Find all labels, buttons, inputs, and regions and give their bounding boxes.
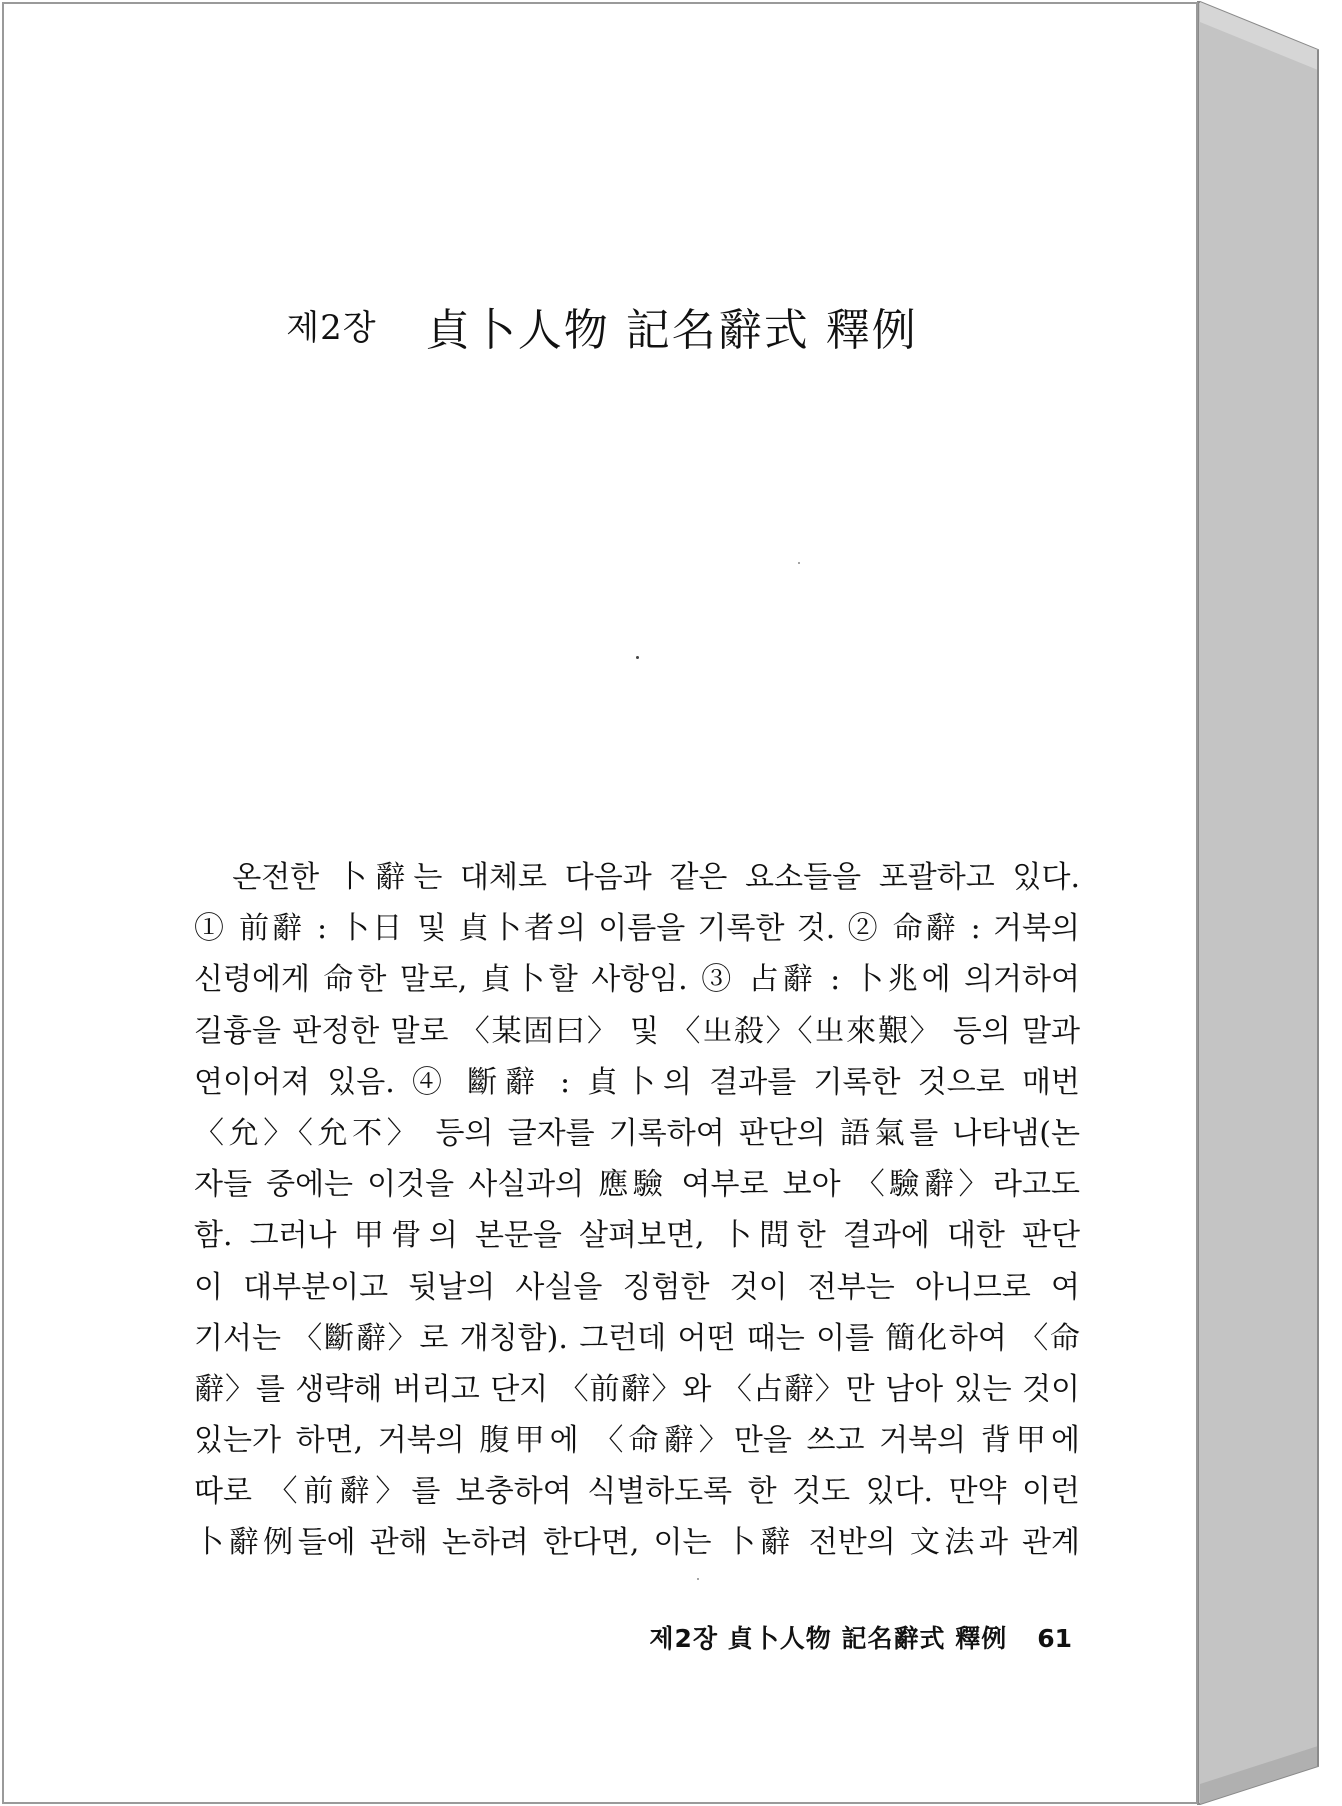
text-line: 신령에게 命한 말로, 貞卜할 사항임. ③ 占辭 : 卜兆에 의거하여 (194, 962, 1080, 998)
text-line: 온전한 卜辭는 대체로 다음과 같은 요소들을 포괄하고 있다. (194, 860, 1080, 895)
scan-speck (697, 1578, 699, 1580)
footer-running-title: 제2장 貞卜人物 記名辭式 釋例 (649, 1624, 1008, 1653)
scan-speck (636, 656, 639, 659)
text-line: ① 前辭 : 卜日 및 貞卜者의 이름을 기록한 것. ② 命辭 : 거북의 (194, 911, 1080, 947)
text-line: 있는가 하면, 거북의 腹甲에 〈命辭〉만을 쓰고 거북의 背甲에 (194, 1423, 1080, 1459)
text-line: 辭〉를 생략해 버리고 단지 〈前辭〉와 〈占辭〉만 남아 있는 것이 (194, 1371, 1080, 1407)
page-number: 61 (1037, 1624, 1072, 1653)
text-line: 따로 〈前辭〉를 보충하여 식별하도록 한 것도 있다. 만약 이런 (194, 1474, 1080, 1510)
page-sheet (2, 2, 1198, 1804)
text-line: 기서는 〈斷辭〉로 개칭함). 그런데 어떤 때는 이를 簡化하여 〈命 (194, 1320, 1080, 1356)
text-line: 자들 중에는 이것을 사실과의 應驗 여부로 보아 〈驗辭〉라고도 (194, 1167, 1080, 1203)
text-line: 〈允〉〈允不〉 등의 글자를 기록하여 판단의 語氣를 나타냄(논 (194, 1115, 1080, 1151)
chapter-heading (4, 294, 1200, 358)
body-paragraph (194, 852, 1080, 1569)
chapter-title: 貞卜人物 記名辭式 釋例 (425, 305, 918, 356)
scan-speck (798, 562, 800, 564)
chapter-number: 제2장 (286, 308, 377, 348)
text-line: 길흉을 판정한 말로 〈某固曰〉 및 〈㞢殺〉〈㞢來艱〉 등의 말과 (194, 1013, 1080, 1049)
text-line: 연이어져 있음. ④ 斷辭 : 貞卜의 결과를 기록한 것으로 매번 (194, 1064, 1080, 1100)
running-footer (564, 1619, 1072, 1659)
text-line: 이 대부분이고 뒷날의 사실을 징험한 것이 전부는 아니므로 여 (194, 1269, 1080, 1305)
text-line: 卜辭例들에 관해 논하려 한다면, 이는 卜辭 전반의 文法과 관계 (194, 1525, 1080, 1561)
text-line: 함. 그러나 甲骨의 본문을 살펴보면, 卜問한 결과에 대한 판단 (194, 1218, 1080, 1254)
